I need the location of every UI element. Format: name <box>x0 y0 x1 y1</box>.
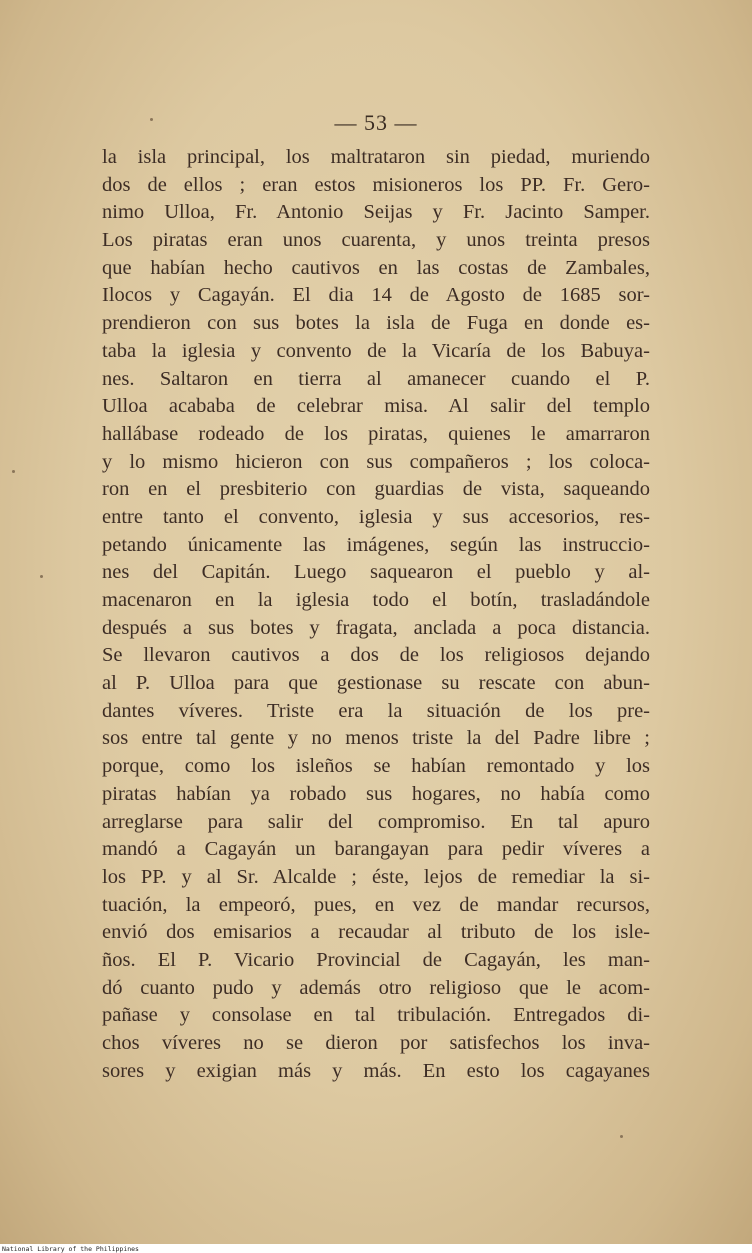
text-line: ron en el presbiterio con guardias de vista, saqueando <box>102 478 650 501</box>
text-line: al P. Ulloa para que gestionase su rescate con abun- <box>102 672 650 695</box>
text-line: y lo mismo hicieron con sus compañeros ; los coloca- <box>102 450 650 473</box>
text-line: que habían hecho cautivos en las costas de Zambales, <box>102 256 650 279</box>
text-line: sores y exigian más y más. En esto los cagayanes <box>102 1059 650 1082</box>
text-line: Los piratas eran unos cuarenta, y unos treinta presos <box>102 229 650 252</box>
paper-speck <box>620 1135 623 1138</box>
text-line: Ulloa acababa de celebrar misa. Al salir del templo <box>102 395 650 418</box>
text-line: pañase y consolase en tal tribulación. Entregados di- <box>102 1004 650 1027</box>
text-line: nes del Capitán. Luego saquearon el pueblo y al- <box>102 561 650 584</box>
text-line: petando únicamente las imágenes, según las instruccio- <box>102 533 650 556</box>
text-line: piratas habían ya robado sus hogares, no había como <box>102 782 650 805</box>
text-line: Se llevaron cautivos a dos de los religiosos dejando <box>102 644 650 667</box>
text-line: arreglarse para salir del compromiso. En tal apuro <box>102 810 650 833</box>
text-line: taba la iglesia y convento de la Vicaría de los Babuya- <box>102 339 650 362</box>
text-line: prendieron con sus botes la isla de Fuga en donde es- <box>102 312 650 335</box>
text-line: chos víveres no se dieron por satisfechos los inva- <box>102 1032 650 1054</box>
paper-speck <box>12 470 15 473</box>
text-line: macenaron en la iglesia todo el botín, trasladándole <box>102 589 650 611</box>
text-line: porque, como los isleños se habían remontado y los <box>102 755 650 778</box>
text-line: dos de ellos ; eran estos misioneros los PP. Fr. Gero- <box>102 173 650 196</box>
text-line: sos entre tal gente y no menos triste la del Padre libre ; <box>102 727 650 750</box>
text-line: los PP. y al Sr. Alcalde ; éste, lejos de remediar la si- <box>102 865 650 888</box>
text-line: entre tanto el convento, iglesia y sus accesorios, res- <box>102 505 650 528</box>
text-line: mandó a Cagayán un barangayan para pedir víveres a <box>102 838 650 861</box>
text-line: la isla principal, los maltrataron sin piedad, muriendo <box>102 146 650 168</box>
text-line: dantes víveres. Triste era la situación de los pre- <box>102 699 650 722</box>
body-text <box>102 144 650 1085</box>
paper-speck <box>40 575 43 578</box>
text-line: dó cuanto pudo y además otro religioso que le acom- <box>102 976 650 999</box>
text-line: tuación, la empeoró, pues, en vez de mandar recursos, <box>102 893 650 916</box>
text-line: nimo Ulloa, Fr. Antonio Seijas y Fr. Jacinto Samper. <box>102 201 650 224</box>
page-number: — 53 — <box>334 110 418 135</box>
text-line: hallábase rodeado de los piratas, quienes le amarraron <box>102 422 650 445</box>
text-line: nes. Saltaron en tierra al amanecer cuando el P. <box>102 367 650 390</box>
text-line: ños. El P. Vicario Provincial de Cagayán, les man- <box>102 948 650 971</box>
text-line: después a sus botes y fragata, anclada a poca distancia. <box>102 616 650 639</box>
text-line: envió dos emisarios a recaudar al tributo de los isle- <box>102 921 650 944</box>
text-line: Ilocos y Cagayán. El dia 14 de Agosto de 1685 sor- <box>102 284 650 307</box>
library-credit: National Library of the Philippines <box>2 1245 139 1253</box>
